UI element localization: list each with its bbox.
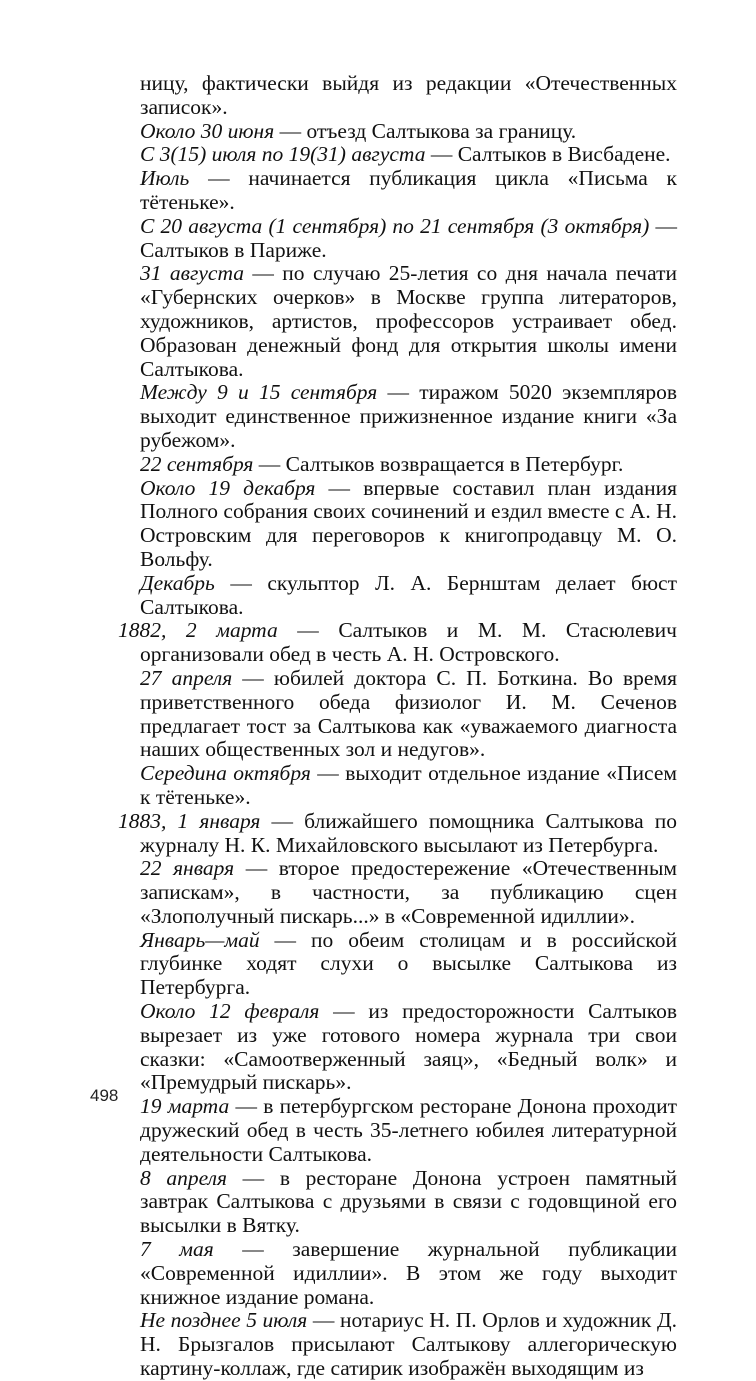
entry-date: Не позднее 5 июля: [140, 1308, 308, 1333]
chronology-year-entry-1883: [118, 810, 677, 858]
entry-text: — выходит отдельное издание «Писем к тётеньке».: [140, 761, 677, 809]
chronology-entry: [140, 667, 677, 762]
entry-text: — скульптор Л. А. Бернштам делает бюст Салтыкова.: [140, 570, 677, 619]
entry-text: — завершение журнальной публикации «Современной идиллии». В этом же году выходит книжное издание романа.: [140, 1237, 677, 1309]
entry-date: Около 19 декабря: [140, 475, 316, 500]
entry-date: 8 апреля: [140, 1165, 228, 1190]
entry-text: — второе предостережение «Отечественным запискам», в частности, за публикацию сцен «Злополучный пискарь...» в «Современной идиллии».: [140, 856, 677, 928]
entry-date: 22 сентября: [140, 451, 254, 476]
entry-text: — начинается публикация цикла «Письма к тётеньке».: [140, 166, 677, 214]
entry-text: — отъезд Салтыкова за границу.: [274, 118, 577, 143]
entry-text: — в ресторане Донона устроен памятный завтрак Салтыкова с друзьями в связи с годовщиной его высылки в Вятку.: [140, 1165, 677, 1238]
chronology-entry: [140, 167, 677, 215]
page-number: 498: [90, 1086, 119, 1105]
entry-text: — из предосторожности Салтыков вырезает из уже готового номера журнала три свои сказки: «Самоотверженный заяц», «Бедный волк» и «Премудрый пискарь».: [140, 999, 677, 1095]
entry-date: Декабрь: [140, 570, 215, 595]
chronology-entry: [140, 143, 677, 167]
chronology-entry: [140, 762, 677, 810]
entry-date: Около 30 июня: [140, 118, 275, 143]
entry-text: — тиражом 5020 экземпляров выходит единственное прижизненное издание книги «За рубежом».: [140, 380, 677, 452]
entry-date: 22 января: [140, 856, 235, 881]
chronology-entry: [140, 453, 677, 477]
chronology-entry: [140, 262, 677, 381]
entry-date: С 20 августа (1 сентября) по 21 сентября (3 октября): [140, 213, 650, 238]
entry-text: ницу, фактически выйдя из редакции «Отечественных записок».: [140, 71, 677, 119]
entry-date: Около 12 февраля: [140, 999, 320, 1024]
chronology-entry: [140, 1000, 677, 1095]
chronology-entry: [140, 1167, 677, 1238]
chronology-entry: [140, 857, 677, 928]
entry-text: — Салтыков в Висбадене.: [425, 142, 671, 167]
entry-date: Июль: [140, 166, 190, 191]
entry-text: — впервые составил план издания Полного собрания своих сочинений и ездил вместе с А. Н. Островским для переговоров к книгопродавцу М. О. Вольфу.: [140, 475, 678, 571]
entry-date: С 3(15) июля по 19(31) августа: [140, 142, 426, 167]
entry-date: Между 9 и 15 сентября: [140, 380, 378, 405]
entry-text: — юбилей доктора С. П. Боткина. Во время приветственного обеда физиолог И. М. Сеченов предлагает тост за Салтыкова как «уважаемого диагноста наших общественных зол и недугов».: [140, 665, 677, 762]
entry-date: Январь—май: [140, 927, 260, 952]
chronology-text: [118, 71, 678, 1381]
entry-text: — в петербургском ресторане Донона проходит дружеский обед в честь 35-летнего юбилея литературной деятельности Салтыкова.: [140, 1094, 677, 1166]
entry-date: 1882, 2 марта: [118, 618, 278, 643]
chronology-entry: [140, 1095, 677, 1166]
chronology-entry: [140, 215, 677, 263]
chronology-entry: [140, 929, 677, 1000]
entry-text: — по обеим столицам и в российской глубинке ходят слухи о высылке Салтыкова из Петербурга.: [140, 927, 677, 1000]
entry-date: 27 апреля: [140, 665, 233, 690]
chronology-entry: [140, 572, 677, 620]
entry-date: 7 мая: [140, 1237, 214, 1262]
chronology-entry: [140, 1238, 677, 1309]
entry-text: — Салтыков в Париже.: [140, 213, 677, 262]
chronology-entry: [140, 477, 677, 572]
entry-text: — нотариус Н. П. Орлов и художник Д. Н. Брызгалов присылают Салтыкову аллегорическую картину-коллаж, где сатирик изображён выходящим из: [140, 1308, 677, 1381]
entry-text: — Салтыков и М. М. Стасюлевич организовали обед в честь А. Н. Островского.: [140, 618, 677, 667]
chronology-entry: [140, 120, 677, 144]
chronology-entry-continuation: [140, 72, 677, 120]
chronology-year-entry-1882: [118, 619, 677, 667]
entry-date: 1883, 1 января: [118, 808, 261, 833]
chronology-entry: [140, 1309, 677, 1380]
chronology-entry: [140, 381, 677, 452]
entry-text: — ближайшего помощника Салтыкова по журналу Н. К. Михайловского высылают из Петербурга.: [140, 808, 677, 857]
entry-date: 31 августа: [140, 261, 244, 286]
entry-date: 19 марта: [140, 1094, 230, 1119]
entry-text: — Салтыков возвращается в Петербург.: [253, 451, 624, 476]
entry-text: — по случаю 25-летия со дня начала печати «Губернских очерков» в Москве группа литераторов, художников, артистов, профессоров устраивает обед. Образован денежный фонд для открытия школы имени Салтыкова.: [140, 261, 677, 381]
entry-date: Середина октября: [140, 761, 311, 786]
